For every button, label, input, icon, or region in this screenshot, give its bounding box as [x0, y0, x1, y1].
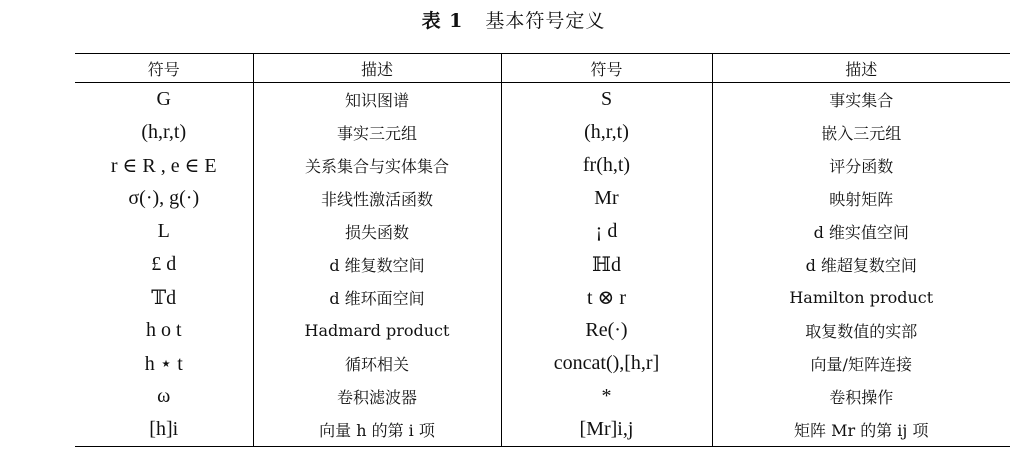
table-row [75, 380, 1010, 413]
description-right: 评分函数 [712, 149, 1010, 182]
table-row [75, 413, 1010, 447]
symbol-left: h ⋆ t [144, 353, 183, 375]
description-left: 损失函数 [253, 215, 501, 248]
table-caption [0, 6, 1027, 33]
header-symbol-right: 符号 [501, 54, 712, 83]
header-symbol-left: 符号 [147, 59, 180, 79]
description-right: 卷积操作 [712, 380, 1010, 413]
table-row [75, 314, 1010, 347]
table-number: 表 1 [421, 10, 464, 32]
header-row [75, 54, 1010, 83]
table-row [75, 149, 1010, 182]
symbol-right: (h,r,t) [501, 116, 712, 149]
table-row [75, 182, 1010, 215]
header-description-right: 描述 [712, 54, 1010, 83]
description-right: d 维超复数空间 [712, 248, 1010, 281]
symbol-left: r ∈ R , e ∈ E [110, 155, 217, 177]
description-left: 关系集合与实体集合 [253, 149, 501, 182]
symbol-right: t ⊗ r [501, 281, 712, 314]
description-left: 事实三元组 [253, 116, 501, 149]
description-left: 循环相关 [253, 347, 501, 380]
symbol-right: [Mr]i,j [501, 413, 712, 447]
table-row [75, 281, 1010, 314]
symbol-left: £ d [151, 253, 177, 275]
symbol-left: (h,r,t) [141, 121, 187, 143]
table-row [75, 248, 1010, 281]
description-left: d 维复数空间 [253, 248, 501, 281]
header-description-left: 描述 [253, 54, 501, 83]
symbol-right: concat(),[h,r] [501, 347, 712, 380]
symbol-right: ¡ d [501, 215, 712, 248]
description-right: 嵌入三元组 [712, 116, 1010, 149]
table-row [75, 116, 1010, 149]
symbol-left: ω [157, 385, 171, 407]
symbol-right: fr(h,t) [501, 149, 712, 182]
symbol-right: Re(·) [501, 314, 712, 347]
description-left: Hadmard product [253, 314, 501, 347]
symbol-right: S [501, 83, 712, 117]
description-right: 取复数值的实部 [712, 314, 1010, 347]
table-body [75, 83, 1010, 447]
description-right: 事实集合 [712, 83, 1010, 117]
description-right: d 维实值空间 [712, 215, 1010, 248]
symbol-left: [h]i [149, 418, 179, 440]
symbol-left: 𝕋d [151, 287, 177, 309]
table-row [75, 215, 1010, 248]
description-right: 矩阵 Mr 的第 ij 项 [712, 413, 1010, 447]
symbol-right: Mr [501, 182, 712, 215]
symbol-left: h o t [145, 319, 182, 341]
table-row [75, 83, 1010, 117]
description-right: 向量/矩阵连接 [712, 347, 1010, 380]
symbol-left: L [157, 220, 170, 242]
symbol-left: G [156, 88, 171, 110]
symbol-right: * [501, 380, 712, 413]
description-left: 知识图谱 [253, 83, 501, 117]
description-left: 卷积滤波器 [253, 380, 501, 413]
symbol-definition-table [75, 53, 1010, 447]
description-right: Hamilton product [712, 281, 1010, 314]
description-left: 非线性激活函数 [253, 182, 501, 215]
table-row [75, 347, 1010, 380]
description-right: 映射矩阵 [712, 182, 1010, 215]
description-left: 向量 h 的第 i 项 [253, 413, 501, 447]
symbol-right: ℍd [501, 248, 712, 281]
description-left: d 维环面空间 [253, 281, 501, 314]
table-title: 基本符号定义 [485, 10, 606, 32]
symbol-left: σ(·), g(·) [128, 187, 200, 209]
